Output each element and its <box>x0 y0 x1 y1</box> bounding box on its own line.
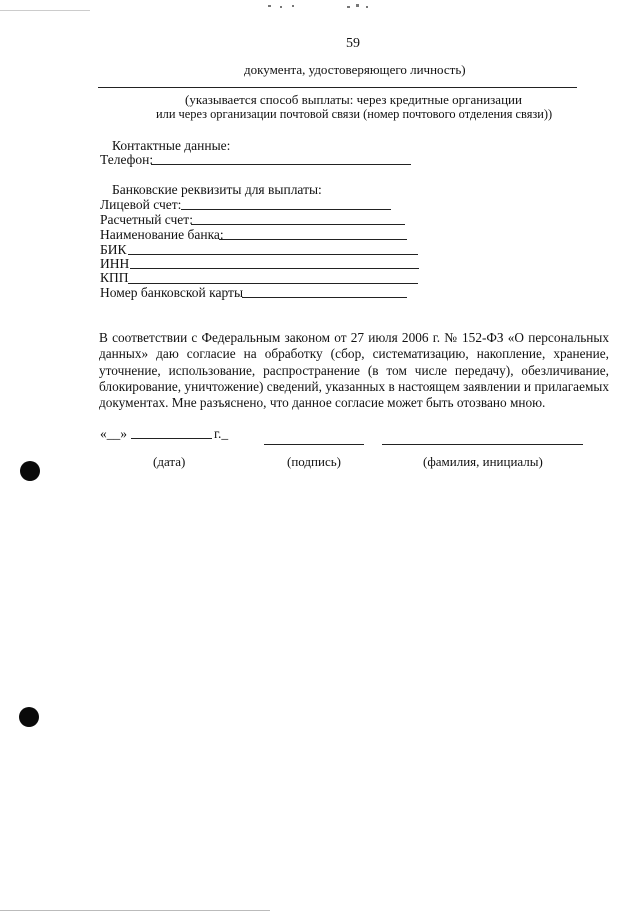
date-day-field[interactable]: «__» <box>100 426 127 441</box>
punch-hole <box>19 707 39 727</box>
page-number: 59 <box>346 36 360 51</box>
bank-name-field[interactable] <box>219 239 407 240</box>
scan-artifact <box>280 6 282 8</box>
signature-field[interactable] <box>264 444 364 445</box>
settlement-account-label: Расчетный счет: <box>100 212 193 227</box>
personal-account-field[interactable] <box>181 209 391 210</box>
scan-artifact <box>366 6 368 8</box>
payment-hint-line-1: (указывается способ выплаты: через кредитные организации <box>185 92 522 107</box>
inn-label: ИНН <box>100 256 130 271</box>
date-caption: (дата) <box>153 454 186 469</box>
bank-name-label: Наименование банка: <box>100 227 224 242</box>
kpp-field[interactable] <box>128 283 418 284</box>
personal-data-consent-text: В соответствии с Федеральным законом от 27 июля 2006 г. № 152-ФЗ «О персональных данных» даю согласие на обработку (сбор, систематизацию, накопление, хранение, уточнение, использование, распространение (в том числе передачу), обезличивание, блокирование, уничтожение) сведений, указанных в настоящем заявлении и прилагаемых документах. Мне разъяснено, что данное согласие может быть отозвано мною. <box>99 330 609 411</box>
bik-field[interactable] <box>128 254 418 255</box>
bik-label: БИК <box>100 242 127 257</box>
scan-artifact <box>292 5 294 7</box>
scan-artifact <box>0 910 270 911</box>
scan-artifact <box>356 4 359 7</box>
bank-details-title: Банковские реквизиты для выплаты: <box>112 182 322 197</box>
phone-field[interactable] <box>151 164 411 165</box>
kpp-label: КПП <box>100 270 129 285</box>
contacts-title: Контактные данные: <box>112 138 231 153</box>
personal-account-label: Лицевой счет: <box>100 197 182 212</box>
inn-field[interactable] <box>130 268 419 269</box>
date-month-field[interactable] <box>131 438 212 439</box>
bank-card-number-label: Номер банковской карты <box>100 285 244 300</box>
scan-artifact <box>268 5 271 7</box>
phone-label: Телефон: <box>100 152 154 167</box>
payment-hint-line-2: или через организации почтовой связи (номер почтового отделения связи)) <box>156 107 553 121</box>
scan-artifact <box>347 6 350 8</box>
punch-hole <box>20 461 40 481</box>
bank-card-number-field[interactable] <box>242 297 407 298</box>
settlement-account-field[interactable] <box>191 224 405 225</box>
document-line-text: документа, удостоверяющего личность) <box>244 62 466 77</box>
name-initials-field[interactable] <box>382 444 583 445</box>
signature-caption: (подпись) <box>287 454 341 469</box>
date-year-suffix[interactable]: г._ <box>214 426 229 441</box>
name-initials-caption: (фамилия, инициалы) <box>423 454 543 469</box>
payment-method-field[interactable] <box>98 87 577 88</box>
scan-artifact <box>0 10 90 11</box>
